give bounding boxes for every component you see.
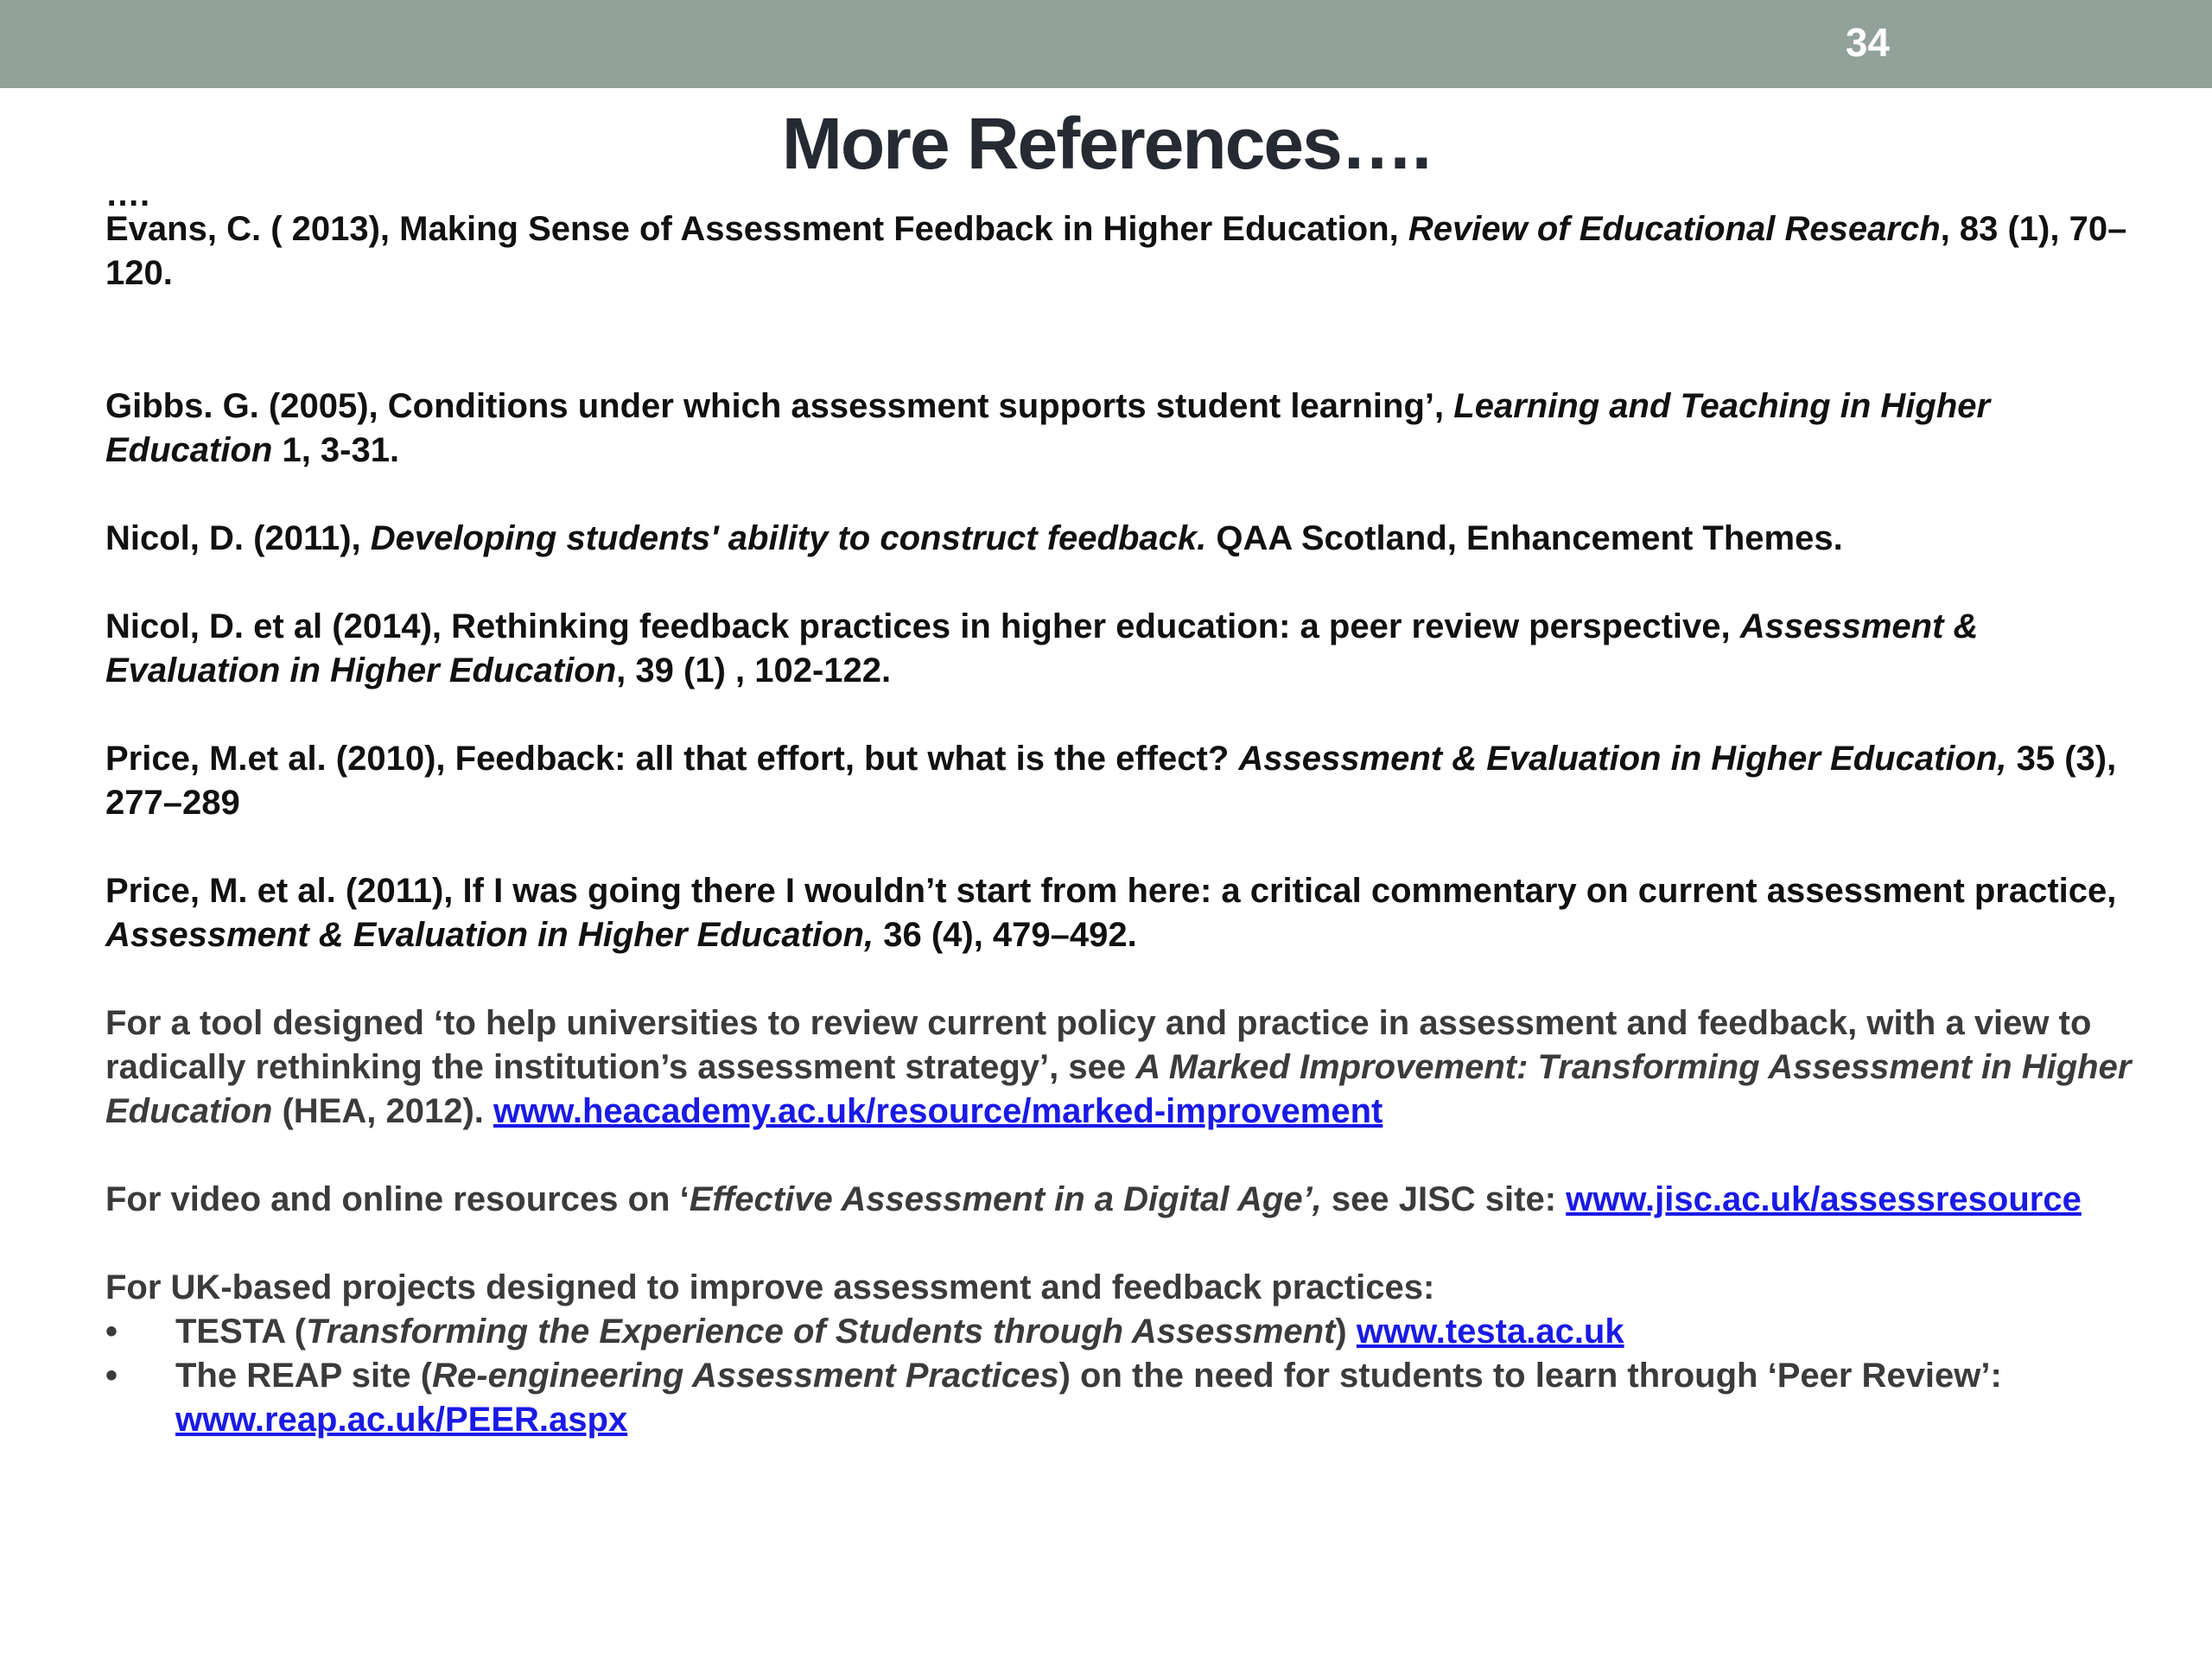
video-note: For video and online resources on ‘Effective Assessment in a Digital Age’, see JISC site: www.jisc.ac.uk/assessresource: [105, 1180, 2082, 1218]
reference-gibbs: Gibbs. G. (2005), Conditions under which assessment supports student learning’, Learning and Teaching in Higher Education 1, 3-31.: [105, 387, 1991, 469]
bullet-icon: •: [105, 1313, 118, 1351]
ellipsis: ….: [105, 175, 150, 213]
reference-price-2011: Price, M. et al. (2011), If I was going there I wouldn’t start from here: a critical commentary on current assessment practice, Assessment & Evaluation in Higher Education, 36 (4), 479–492.: [105, 872, 2117, 954]
reference-evans: Evans, C. ( 2013), Making Sense of Assessment Feedback in Higher Education, Review of Educational Research, 83 (1), 70–120.: [105, 210, 2127, 292]
reference-nicol-2014: Nicol, D. et al (2014), Rethinking feedback practices in higher education: a peer review perspective, Assessment & Evaluation in Higher Education, 39 (1) , 102-122.: [105, 607, 1979, 690]
slide-title: More References….: [781, 103, 1431, 184]
list-item: • The REAP site (Re-engineering Assessment Practices) on the need for students to learn through ‘Peer Review’: www.reap.ac.uk/PEER.aspx: [105, 1354, 2145, 1442]
references-body: [105, 175, 2145, 1442]
projects-list: [105, 1310, 2145, 1442]
slide-header-bar: [0, 0, 2212, 88]
reference-price-2010: Price, M.et al. (2010), Feedback: all that effort, but what is the effect? Assessment & Evaluation in Higher Education, 35 (3), 277–289: [105, 740, 2117, 822]
list-item: • TESTA (Transforming the Experience of Students through Assessment) www.testa.ac.uk: [105, 1310, 2145, 1354]
bullet-icon: •: [105, 1357, 118, 1395]
tool-note: For a tool designed ‘to help universities to review current policy and practice in assessment and feedback, with a view to radically rethinking the institution’s assessment strategy’, see A Marked Improvement: Transforming Assessment in Higher Education (HEA, 2012). www.heacademy.ac.uk/resource/marked-improvement: [105, 1004, 2132, 1130]
jisc-link[interactable]: www.jisc.ac.uk/assessresource: [1566, 1180, 2082, 1218]
reference-nicol-2011: Nicol, D. (2011), Developing students' ability to construct feedback. QAA Scotland, Enhancement Themes.: [105, 519, 1843, 557]
reap-link[interactable]: www.reap.ac.uk/PEER.aspx: [175, 1401, 628, 1439]
slide-number: 34: [1845, 20, 1890, 65]
heacademy-link[interactable]: www.heacademy.ac.uk/resource/marked-improvement: [493, 1092, 1383, 1130]
testa-link[interactable]: www.testa.ac.uk: [1356, 1313, 1624, 1351]
projects-intro: For UK-based projects designed to improve assessment and feedback practices:: [105, 1268, 1435, 1306]
